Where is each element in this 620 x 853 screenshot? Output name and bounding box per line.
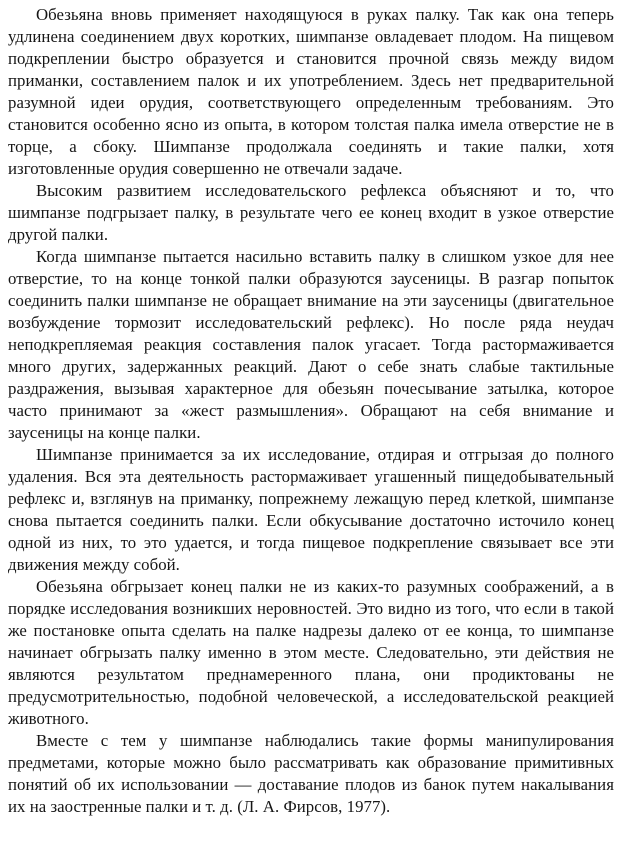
paragraph-3: Когда шимпанзе пытается насильно вставить палку в слишком узкое для нее отверстие, то на конце тонкой палки образуются заусеницы. В разгар попыток соединить палки шимпанзе не обращает внимание на эти заусеницы (двигательное возбуждение тормозит исследовательский рефлекс). Но после ряда неудач неподкрепляемая реакция составления палок угасает. Тогда растормаживается много других, задержанных реакций. Дают о себе знать слабые тактильные раздражения, вызывая характерное для обезьян почесывание затылка, которое часто принимают за «жест размышления». Обращают на себя внимание и заусеницы на конце палки.: [8, 247, 614, 442]
paragraph-5: Обезьяна обгрызает конец палки не из каких-то разумных соображений, а в порядке исследования возникших неровностей. Это видно из того, что если в такой же постановке опыта сделать на палке надрезы далеко от ее конца, то шимпанзе начинает обгрызать палку именно в этом месте. Следовательно, эти действия не являются результатом преднамеренного плана, они продиктованы не предусмотрительностью, подобной человеческой, а исследовательской реакцией животного.: [8, 577, 614, 728]
paragraph-2: Высоким развитием исследовательского рефлекса объясняют и то, что шимпанзе подгрызает палку, в результате чего ее конец входит в узкое отверстие другой палки.: [8, 181, 614, 244]
paragraph-1: Обезьяна вновь применяет находящуюся в руках палку. Так как она теперь удлинена соединением двух коротких, шимпанзе овладевает плодом. На пищевом подкреплении быстро образуется и становится прочной связь между видом приманки, составлением палок и их употреблением. Здесь нет предварительной разумной идеи орудия, соответствующего определенным требованиям. Это становится особенно ясно из опыта, в котором толстая палка имела отверстие не в торце, а сбоку. Шимпанзе продолжала соединять и такие палки, хотя изготовленные орудия совершенно не отвечали задаче.: [8, 5, 614, 178]
paragraph-6: Вместе с тем у шимпанзе наблюдались такие формы манипулирования предметами, которые можно было рассматривать как образование примитивных понятий об их использовании — доставание плодов из банок путем накалывания их на заостренные палки и т. д. (Л. А. Фирсов, 1977).: [8, 731, 614, 816]
paragraph-4: Шимпанзе принимается за их исследование, отдирая и отгрызая до полного удаления. Вся эта деятельность растормаживает угашенный пищедобывательный рефлекс и, взглянув на приманку, попрежнему лежащую перед клеткой, шимпанзе снова пытается соединить палки. Если обкусывание достаточно источило конец одной из них, то это удается, и тогда пищевое подкрепление связывает все эти движения между собой.: [8, 445, 614, 574]
